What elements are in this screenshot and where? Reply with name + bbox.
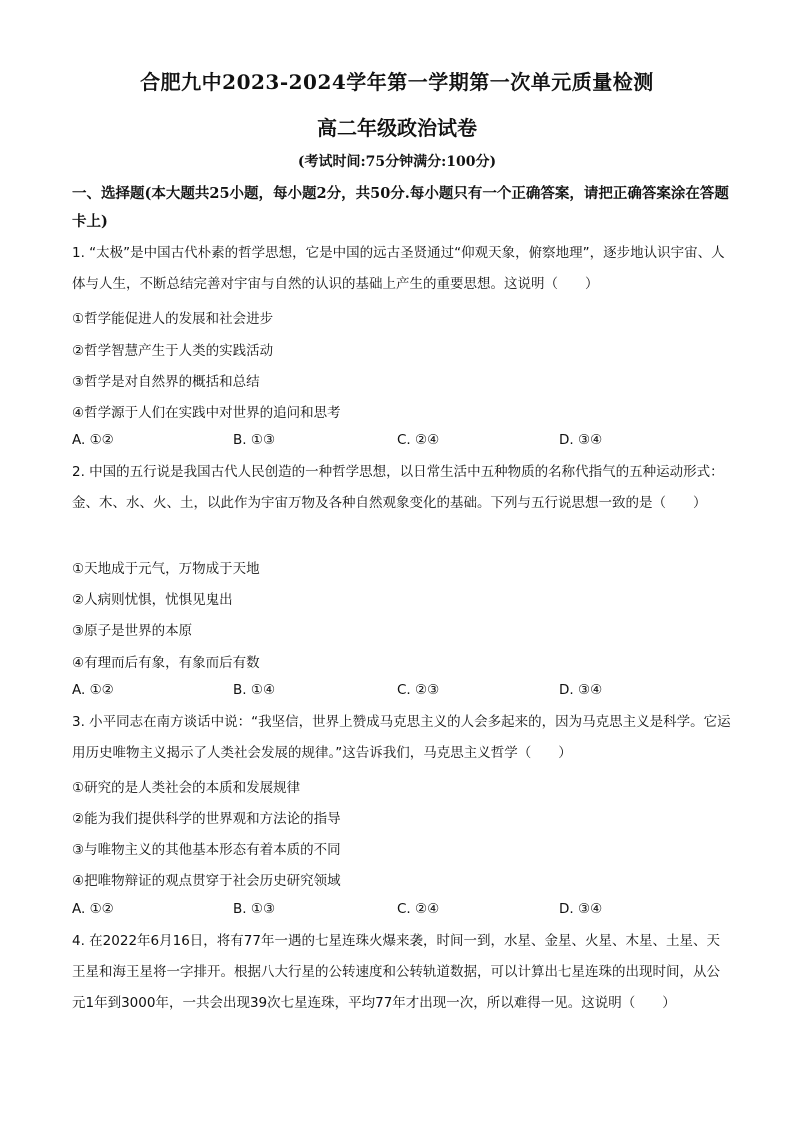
question-2-stem: 2. 中国的五行说是我国古代人民创造的一种哲学思想，以日常生活中五种物质的名称代指气的五种运动形式：金、木、水、火、土，以此作为宇宙万物及各种自然观象变化的基础。下列与五行说思想一致的是（ ） [72, 464, 724, 511]
section-heading: 一、选择题(本大题共25小题，每小题2分，共50分.每小题只有一个正确答案，请把正确答案涂在答题卡上) [72, 185, 729, 230]
option-c[interactable]: C. ②④ [397, 432, 440, 448]
option-a[interactable]: A. ①② [72, 682, 114, 698]
option-b[interactable]: B. ①④ [233, 682, 276, 698]
option-a[interactable]: A. ①② [72, 901, 114, 917]
question-2-item: ④有理而后有象，有象而后有数 [72, 655, 260, 671]
question-1-item: ①哲学能促进人的发展和社会进步 [72, 311, 274, 327]
option-c[interactable]: C. ②④ [397, 901, 440, 917]
exam-info: (考试时间:75分钟满分:100分) [297, 154, 497, 170]
question-1-item: ②哲学智慧产生于人类的实践活动 [72, 343, 274, 359]
option-b[interactable]: B. ①③ [233, 432, 276, 448]
option-c[interactable]: C. ②③ [397, 682, 440, 698]
question-3-item: ②能为我们提供科学的世界观和方法论的指导 [72, 811, 341, 827]
question-3-item: ①研究的是人类社会的本质和发展规律 [72, 780, 301, 796]
question-1-item: ④哲学源于人们在实践中对世界的追问和思考 [72, 405, 341, 421]
option-d[interactable]: D. ③④ [559, 901, 603, 917]
option-a[interactable]: A. ①② [72, 432, 114, 448]
exam-subtitle: 高二年级政治试卷 [317, 116, 477, 140]
question-1-stem: 1. “太极”是中国古代朴素的哲学思想，它是中国的远古圣贤通过“仰观天象，俯察地理”，逐步地认识宇宙、人体与人生，不断总结完善对宇宙与自然的认识的基础上产生的重要思想。这说明（ ） [72, 245, 725, 292]
option-d[interactable]: D. ③④ [559, 682, 603, 698]
question-3-item: ③与唯物主义的其他基本形态有着本质的不同 [72, 842, 341, 858]
question-4-stem: 4. 在2022年6月16日，将有77年一遇的七星连珠火爆来袭，时间一到，水星、金星、火星、木星、土星、天王星和海王星将一字排开。根据八大行星的公转速度和公转轨道数据，可以计算出七星连珠的出现时间，从公元1年到3000年，一共会出现39次七星连珠，平均77年才出现一次，所以难得一见。这说明（ ） [72, 933, 720, 1011]
question-2-item: ①天地成于元气，万物成于天地 [72, 561, 260, 577]
exam-title: 合肥九中2023-2024学年第一学期第一次单元质量检测 [140, 70, 654, 94]
question-2-item: ②人病则忧惧，忧惧见鬼出 [72, 592, 233, 608]
question-3-stem: 3. 小平同志在南方谈话中说：“我坚信，世界上赞成马克思主义的人会多起来的，因为马克思主义是科学。它运用历史唯物主义揭示了人类社会发展的规律。”这告诉我们，马克思主义哲学（ ） [72, 714, 731, 761]
option-d[interactable]: D. ③④ [559, 432, 603, 448]
question-1-item: ③哲学是对自然界的概括和总结 [72, 374, 260, 390]
option-b[interactable]: B. ①③ [233, 901, 276, 917]
question-2-item: ③原子是世界的本原 [72, 623, 193, 639]
question-3-item: ④把唯物辩证的观点贯穿于社会历史研究领域 [72, 873, 341, 889]
